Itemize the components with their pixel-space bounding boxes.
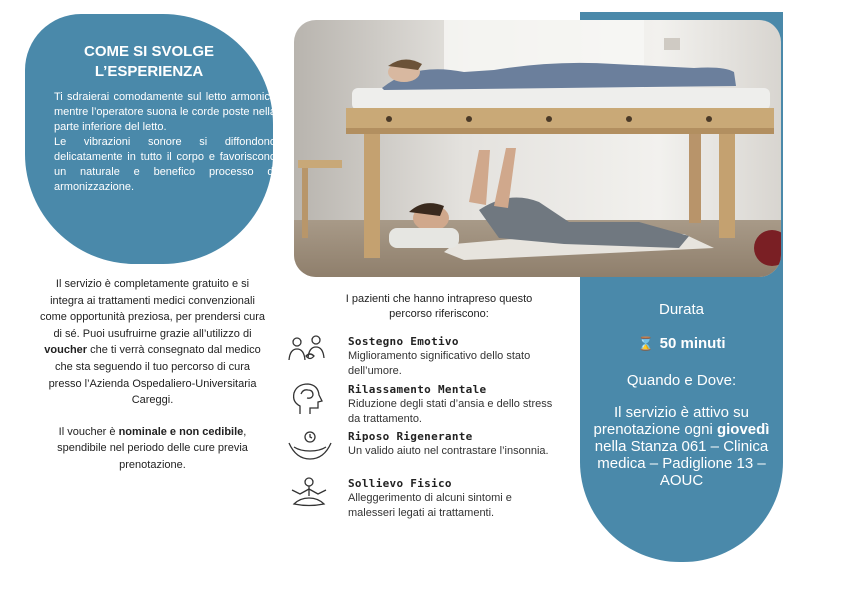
how-title [25,42,273,82]
how-body [54,90,276,195]
duration-label: Durata [658,301,705,318]
people-support-icon [286,334,330,374]
service-p2-b: , spendibile nel periodo delle cure previa prenotazione. [57,425,248,471]
benefit-title: Sollievo Fisico [348,477,452,490]
benefits-intro: I pazienti che hanno intrapreso questo percorso riferiscono: [345,293,533,320]
sleep-moon-icon [286,429,330,469]
service-p1-b: che ti verrà consegnato dal medico che sta seguendo il tuo percorso di cura presso l’Azienda Ospedaliero-Universitaria Careggi. [48,344,261,407]
service-description [40,276,265,474]
where-text-b: nella Stanza 061 – Clinica medica – Padiglione 13 – AOUC [594,438,769,489]
how-title-line1: COME SI SVOLGE [83,43,215,60]
where-label: Quando e Dove: [626,372,737,389]
service-p2-a: Il voucher è [58,425,119,438]
benefit-title: Sostegno Emotivo [348,335,459,348]
voucher-conditions: nominale e non cedibile [118,425,244,438]
how-paragraph-2: Le vibrazioni sonore si diffondono delicatamente in tutto il corpo e favoriscono un naturale e benefico processo di armonizzazione. [54,136,276,193]
duration-text: 50 minuti [659,335,726,352]
how-paragraph-1: Ti sdraierai comodamente sul letto armonico mentre l’operatore suona le corde poste nella parte inferiore del letto. [54,91,276,133]
where-day: giovedì [716,421,770,438]
voucher-term: voucher [44,344,88,357]
hourglass-icon: ⌛ [637,336,654,351]
benefit-desc: Miglioramento significativo dello stato dell’umore. [348,350,531,377]
harmonic-bed-photo [294,20,781,277]
benefit-desc: Riduzione degli stati d’ansia e dello stress da trattamento. [348,398,553,425]
duration-value [580,335,783,352]
where-text-a: Il servizio è attivo su prenotazione ogni [593,404,750,438]
service-paragraph-2 [40,424,265,474]
benefit-title: Riposo Rigenerante [348,430,473,443]
benefit-desc: Alleggerimento di alcuni sintomi e malesseri legati ai trattamenti. [348,492,512,519]
service-p1-a: Il servizio è completamente gratuito e si integra ai trattamenti medici convenzionali come opportunità preziosa, per prendersi cura di sé. Puoi usufruirne grazie all’utilizzo di [40,278,266,340]
benefit-desc: Un valido aiuto nel contrastare l’insonnia. [348,445,549,457]
head-brain-icon [286,382,330,422]
meditation-icon [286,476,330,516]
how-title-line2: L’ESPERIENZA [94,63,204,80]
benefit-title: Rilassamento Mentale [348,383,487,396]
service-paragraph-1 [40,276,265,409]
where-text [590,404,773,489]
how-it-works-card [25,14,276,264]
